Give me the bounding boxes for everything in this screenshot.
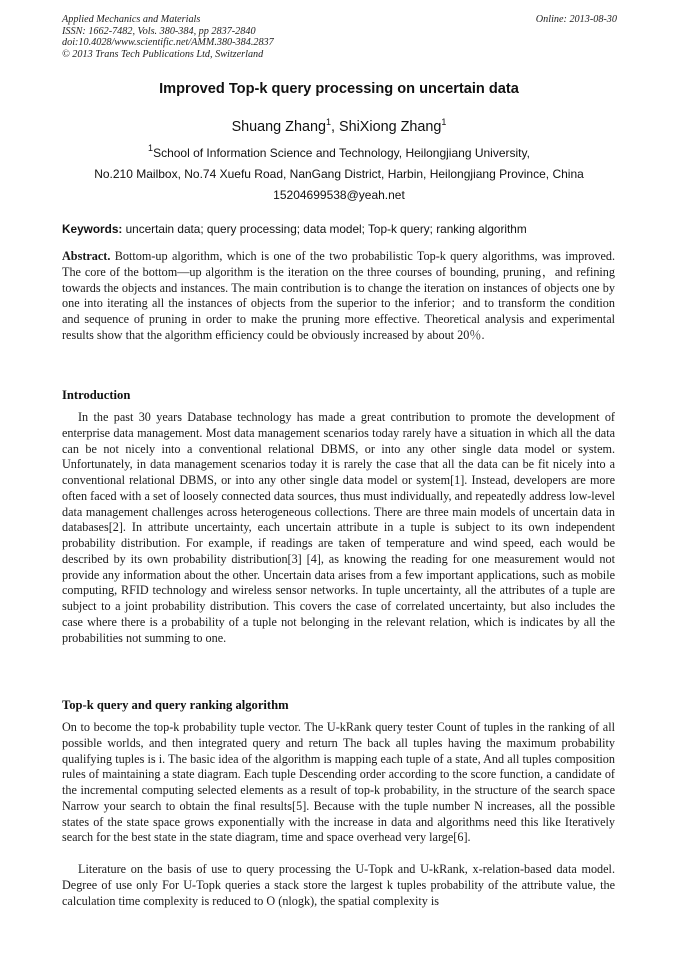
copyright-line: © 2013 Trans Tech Publications Ltd, Switzerland: [62, 48, 264, 60]
abstract-text: Bottom-up algorithm, which is one of the two probabilistic Top-k query algorithms, was improved. The core of the bottom—up algorithm is the iteration on the three courses of bounding, pruning，and refining towards the objects and instances. The main contribution is to change the iteration on instances of objects one by one into iterating all the instances of objects from the superior to the inferior；and to transform the condition and sequence of pruning in order to make the pruning more effective. Theoretical analysis and experimental results show that the algorithm efficiency could be obviously increased by about 20％.: [62, 249, 615, 342]
affiliation-text: School of Information Science and Technology, Heilongjiang University,: [153, 146, 530, 160]
issn-line: ISSN: 1662-7482, Vols. 380-384, pp 2837-2840: [62, 25, 256, 37]
author-email: 15204699538@yeah.net: [273, 188, 405, 202]
topk-paragraph-1: On to become the top-k probability tuple vector. The U-kRank query tester Count of tuples in the ranking of all possible worlds, and then integrated query and return The back all tuples having the maximum probability qualifying tuples is i. The basic idea of the algorithm is mapping each tuple of a state, And all tuples composition rules of maintaining a state diagram. Each tuple Descending order according to the score function, a candidate of the incremental computing selected elements as a result of top-k probability, in the structure of the search space Narrow your search to obtain the final results[5]. Because with the tuple number N increases, all the possible states of the state space grows exponentially with the increase in data and algorithms need this like Iteratively search for the best state in the state diagram, time and space overhead very large[6].: [62, 720, 615, 845]
author-separator: ,: [331, 119, 339, 135]
author-list: [0, 118, 678, 136]
affiliation-mark: 1: [325, 117, 331, 127]
author-name: ShiXiong Zhang: [339, 119, 442, 135]
affiliation-mark: 1: [441, 117, 447, 127]
keywords: [62, 222, 622, 236]
online-date: Online: 2013-08-30: [535, 14, 617, 25]
abstract-label: Abstract.: [62, 249, 111, 263]
abstract: [62, 249, 615, 344]
section-heading-introduction: Introduction: [62, 388, 131, 402]
paper-title: Improved Top-k query processing on uncertain data: [159, 81, 519, 97]
keywords-label: Keywords:: [62, 222, 123, 236]
section-heading-topk: Top-k query and query ranking algorithm: [62, 698, 289, 712]
journal-header: [62, 14, 617, 60]
affiliation-address: No.210 Mailbox, No.74 Xuefu Road, NanGang District, Harbin, Heilongjiang Province, China: [94, 167, 584, 181]
affiliation-line: [0, 143, 678, 160]
introduction-paragraph: In the past 30 years Database technology has made a great contribution to promote the development of enterprise data management. Most data management scenarios today rarely have a situation in which all the data can be not nicely into a conventional relational DBMS, or into any other single data model or system. Unfortunately, in data management scenarios today it is rarely the case that all the data can be fit nicely into a conventional relational DBMS, or into any other single data model or system[1]. Instead, developers are more often faced with a set of loosely connected data sources, thus must individually, and repeatedly address low-level data management challenges across heterogeneous collections. There are three main models of uncertain data in databases[2]. In attribute uncertainty, each uncertain attribute in a tuple is subject to its own independent probability distribution. For example, if readings are taken of temperature and wind speed, each would be described by its own probability distribution[3] [4], as knowing the reading for one measurement would not provide any information about the other. Uncertain data arises from a few important applications, such as mobile computing, RFID technology and wireless sensor networks. In tuple uncertainty, all the attributes of a tuple are subject to a joint probability distribution. This covers the case of correlated uncertainty, but also includes the case where there is a probability of a tuple not belonging in the relevant relation, which is indicates by all the probabilities not summing to one.: [62, 410, 615, 645]
topk-paragraph-2: Literature on the basis of use to query processing the U-Topk and U-kRank, x-relation-based data model. Degree of use only For U-Topk queries a stack store the largest k tuples probability of the attribute value, the calculation time complexity is reduced to O (nlogk), the spatial complexity is: [62, 862, 615, 908]
affiliation-mark: 1: [148, 143, 154, 153]
keywords-text: uncertain data; query processing; data model; Top-k query; ranking algorithm: [122, 222, 527, 236]
journal-name: Applied Mechanics and Materials: [62, 14, 201, 25]
doi-line: doi:10.4028/www.scientific.net/AMM.380-384.2837: [62, 37, 274, 48]
author-name: Shuang Zhang: [231, 119, 326, 135]
